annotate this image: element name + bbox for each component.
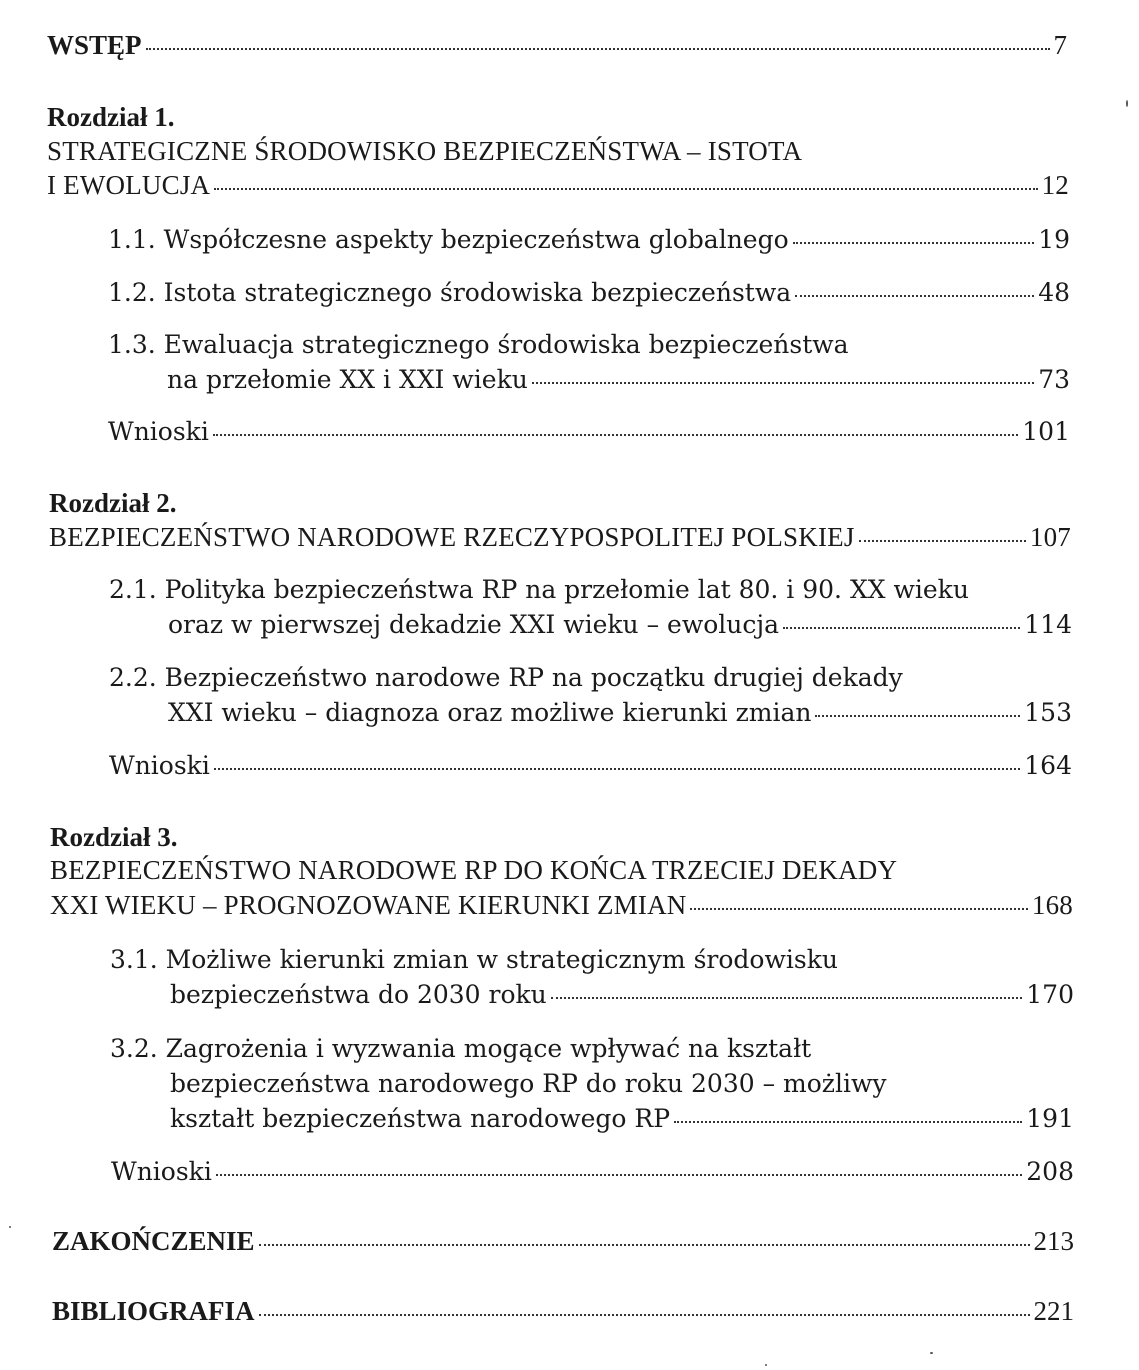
dot-leader [146, 47, 1050, 50]
section-title: 1.2. Istota strategicznego środowiska bezpieczeństwa [108, 278, 792, 307]
section-title-cont: kształt bezpieczeństwa narodowego RP [170, 1104, 671, 1133]
toc-entry-wstep[interactable] [47, 28, 1067, 63]
scan-speck [1126, 100, 1128, 107]
dot-leader [259, 1313, 1030, 1316]
toc-entry-section-3-2[interactable] [170, 1101, 1074, 1136]
entry-title: ZAKOŃCZENIE [52, 1226, 255, 1256]
section-3-1-line1: 3.1. Możliwe kierunki zmian w strategicznym środowisku [110, 945, 838, 974]
toc-entry-section-2-1[interactable] [168, 607, 1072, 642]
chapter-3-title-line2: XXI WIEKU – PROGNOZOWANE KIERUNKI ZMIAN [50, 890, 687, 920]
dot-leader [213, 433, 1018, 436]
section-3-2-line2: bezpieczeństwa narodowego RP do roku 2030 – możliwy [170, 1069, 887, 1098]
page-number: 73 [1038, 365, 1070, 394]
toc-entry-section-2-2[interactable] [168, 695, 1072, 730]
page-number: 213 [1033, 1226, 1074, 1256]
conclusions-label: Wnioski [108, 417, 209, 446]
toc-entry-chapter-2[interactable] [49, 520, 1071, 555]
chapter-1-title-line2: I EWOLUCJA [47, 170, 211, 200]
toc-entry-bibliografia[interactable] [52, 1294, 1074, 1329]
dot-leader [793, 241, 1035, 244]
page-number: 48 [1038, 278, 1070, 307]
section-1-3-line1: 1.3. Ewaluacja strategicznego środowiska bezpieczeństwa [108, 330, 849, 359]
dot-leader [690, 907, 1027, 910]
section-title-cont: na przełomie XX i XXI wieku [167, 365, 528, 394]
toc-entry-chapter-3[interactable] [50, 888, 1073, 923]
toc-entry-chapter-1-conclusions[interactable] [108, 414, 1070, 449]
toc-entry-section-1-3[interactable] [167, 362, 1070, 397]
page-number: 221 [1033, 1296, 1074, 1326]
section-title-cont: bezpieczeństwa do 2030 roku [170, 980, 547, 1009]
scan-speck [930, 1352, 933, 1354]
dot-leader [815, 714, 1020, 717]
dot-leader [551, 996, 1022, 999]
page-number: 114 [1024, 610, 1072, 639]
section-title-cont: XXI wieku – diagnoza oraz możliwe kierunki zmian [168, 698, 812, 727]
chapter-3-label: Rozdział 3. [50, 822, 178, 852]
dot-leader [216, 1173, 1022, 1176]
conclusions-label: Wnioski [109, 751, 210, 780]
dot-leader [783, 626, 1020, 629]
toc-entry-zakonczenie[interactable] [52, 1224, 1074, 1259]
page-number: 12 [1041, 170, 1069, 200]
chapter-1-title-line1: STRATEGICZNE ŚRODOWISKO BEZPIECZEŃSTWA – ISTOTA [47, 136, 803, 166]
toc-entry-chapter-1[interactable] [47, 168, 1069, 203]
dot-leader [259, 1243, 1030, 1246]
dot-leader [859, 539, 1026, 542]
toc-entry-section-3-1[interactable] [170, 977, 1074, 1012]
page-number: 191 [1026, 1104, 1074, 1133]
toc-entry-section-1-1[interactable] [108, 222, 1070, 257]
page-number: 19 [1038, 225, 1070, 254]
page-number: 164 [1024, 751, 1072, 780]
toc-entry-section-1-2[interactable] [108, 275, 1070, 310]
page-number: 208 [1026, 1157, 1074, 1186]
toc-entry-chapter-2-conclusions[interactable] [109, 748, 1072, 783]
page-number: 170 [1026, 980, 1074, 1009]
page-number: 107 [1029, 522, 1071, 552]
chapter-2-label: Rozdział 2. [49, 488, 177, 518]
dot-leader [214, 767, 1020, 770]
toc-entry-chapter-3-conclusions[interactable] [111, 1154, 1074, 1189]
page-number: 168 [1031, 890, 1073, 920]
dot-leader [795, 294, 1034, 297]
chapter-3-title-line1: BEZPIECZEŃSTWO NARODOWE RP DO KOŃCA TRZECIEJ DEKADY [50, 855, 898, 885]
scan-speck [9, 1226, 11, 1228]
scan-speck [765, 1364, 767, 1366]
dot-leader [532, 381, 1034, 384]
entry-title: BIBLIOGRAFIA [52, 1296, 255, 1326]
page-number: 153 [1024, 698, 1072, 727]
page-number: 7 [1053, 30, 1067, 60]
conclusions-label: Wnioski [111, 1157, 212, 1186]
section-2-2-line1: 2.2. Bezpieczeństwo narodowe RP na początku drugiej dekady [109, 663, 903, 692]
section-2-1-line1: 2.1. Polityka bezpieczeństwa RP na przełomie lat 80. i 90. XX wieku [109, 575, 969, 604]
chapter-1-label: Rozdział 1. [47, 102, 175, 132]
section-3-2-line1: 3.2. Zagrożenia i wyzwania mogące wpływać na kształt [110, 1034, 812, 1063]
dot-leader [214, 187, 1037, 190]
section-title-cont: oraz w pierwszej dekadzie XXI wieku – ewolucja [168, 610, 780, 639]
page-number: 101 [1022, 417, 1070, 446]
section-title: 1.1. Współczesne aspekty bezpieczeństwa globalnego [108, 225, 789, 254]
dot-leader [674, 1120, 1022, 1123]
entry-title: WSTĘP [47, 30, 142, 60]
chapter-2-title: BEZPIECZEŃSTWO NARODOWE RZECZYPOSPOLITEJ POLSKIEJ [49, 522, 855, 552]
